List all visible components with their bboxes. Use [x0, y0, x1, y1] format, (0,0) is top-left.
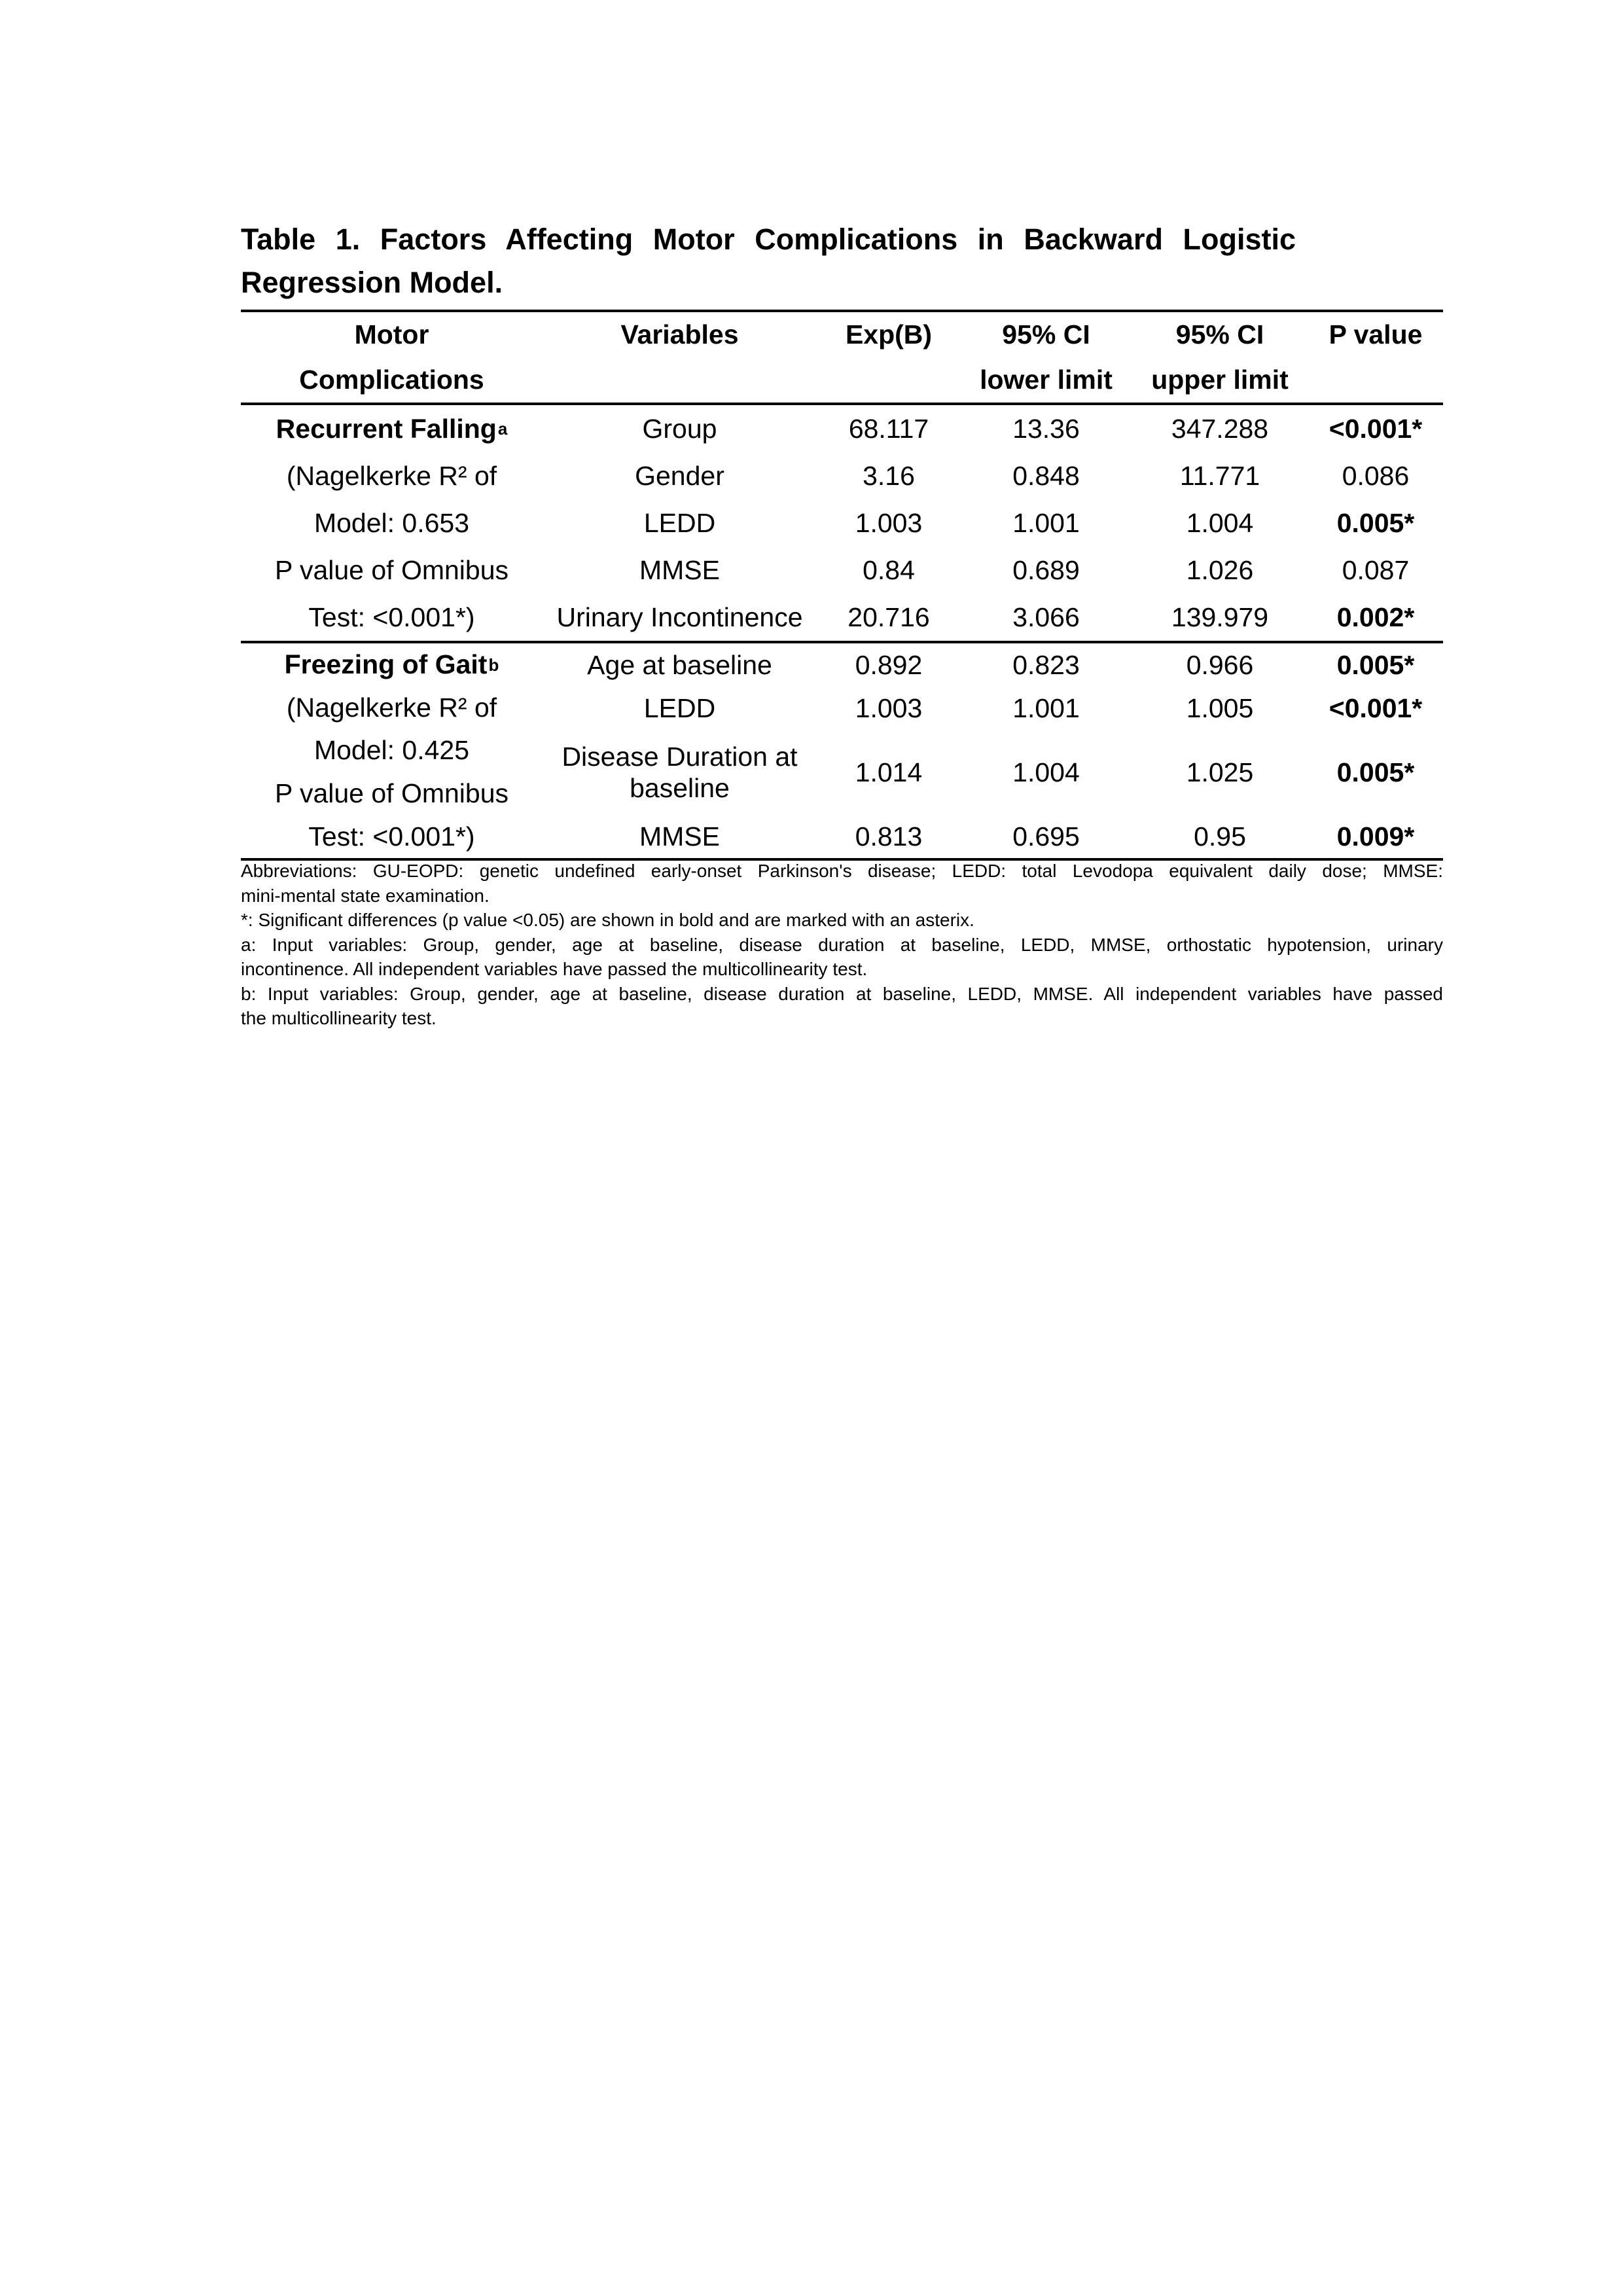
header-line: P value	[1329, 319, 1423, 350]
header-line	[817, 357, 961, 403]
ci-lower-cell: 1.004	[1012, 757, 1080, 787]
ci-upper-cell: 1.004	[1186, 508, 1254, 538]
header-motor-complications	[241, 312, 543, 403]
expb-cell: 1.014	[855, 757, 923, 787]
footnote-line: mini-mental state examination.	[241, 885, 490, 906]
table-title	[241, 218, 1296, 304]
label-line: Test: <0.001*)	[308, 601, 475, 632]
label-line: Test: <0.001*)	[308, 821, 475, 852]
ci-upper-cell: 347.288	[1171, 414, 1269, 444]
header-line	[1308, 357, 1443, 403]
ci-upper-cell: 139.979	[1171, 602, 1269, 632]
p-value-cell: <0.001*	[1329, 693, 1423, 723]
header-line: Exp(B)	[845, 319, 933, 350]
footnote-line: incontinence. All independent variables have passed the multicollinearity test.	[241, 959, 868, 979]
expb-cell: 20.716	[847, 602, 930, 632]
table-title-line-2: Regression Model.	[241, 266, 503, 299]
footnote-line: b: Input variables: Group, gender, age at baseline, disease duration at baseline, LEDD, MMSE. All independent variables have passed	[241, 983, 1443, 1004]
p-value-cell: 0.002*	[1336, 602, 1415, 632]
ci-upper-cell: 0.966	[1186, 650, 1254, 680]
expb-cell: 1.003	[855, 693, 923, 723]
footnote-line: the multicollinearity test.	[241, 1008, 437, 1028]
p-value-cell: 0.005*	[1336, 757, 1415, 787]
footnote-line: a: Input variables: Group, gender, age at baseline, disease duration at baseline, LEDD, MMSE, orthostatic hypotension, urinary	[241, 934, 1443, 955]
variable-cell: Urinary Incontinence	[556, 602, 803, 632]
label-line: P value of Omnibus	[274, 778, 509, 809]
table-title-line-1: Table 1. Factors Affecting Motor Complications in Backward Logistic	[241, 223, 1296, 256]
row-group-label	[241, 643, 543, 858]
variable-cell: LEDD	[643, 693, 716, 723]
header-p-value	[1308, 312, 1443, 403]
header-line: 95% CI	[1175, 319, 1264, 350]
ci-lower-cell: 1.001	[1012, 508, 1080, 538]
expb-cell: 68.117	[848, 414, 929, 444]
expb-cell: 0.813	[855, 821, 923, 852]
label-line: Freezing of Gait b	[284, 649, 499, 680]
block-freezing-of-gait	[241, 643, 1443, 858]
variable-cell: Disease Duration at baseline	[562, 742, 798, 803]
block-recurrent-falling	[241, 405, 1443, 641]
ci-lower-cell: 13.36	[1012, 414, 1080, 444]
header-line: 95% CI	[1002, 319, 1090, 350]
expb-cell: 1.003	[855, 508, 923, 538]
header-line: Variables	[620, 319, 739, 350]
p-value-cell: 0.087	[1342, 555, 1410, 585]
label-line: Recurrent Falling a	[276, 413, 508, 444]
header-variables	[543, 312, 817, 403]
ci-upper-cell: 1.005	[1186, 693, 1254, 723]
label-line: Model: 0.425	[313, 735, 470, 766]
expb-cell: 3.16	[863, 461, 915, 491]
variable-cell: Group	[642, 414, 717, 444]
label-line: Model: 0.653	[313, 507, 470, 538]
ci-upper-cell: 1.026	[1186, 555, 1254, 585]
p-value-cell: <0.001*	[1329, 414, 1423, 444]
p-value-cell: 0.009*	[1336, 821, 1415, 852]
header-line	[543, 357, 817, 403]
header-expb	[817, 312, 961, 403]
header-line: upper limit	[1151, 365, 1289, 395]
ci-lower-cell: 0.695	[1012, 821, 1080, 852]
row-group-label	[241, 405, 543, 641]
ci-upper-cell: 11.771	[1179, 461, 1260, 491]
header-ci-upper	[1132, 312, 1308, 403]
header-line: lower limit	[980, 365, 1113, 395]
p-value-cell: 0.005*	[1336, 650, 1415, 680]
variable-cell: Gender	[635, 461, 724, 491]
variable-cell: MMSE	[639, 821, 720, 852]
ci-lower-cell: 3.066	[1012, 602, 1080, 632]
footnote-line: *: Significant differences (p value <0.05) are shown in bold and are marked with an asterix.	[241, 910, 974, 930]
ci-lower-cell: 1.001	[1012, 693, 1080, 723]
label-line: P value of Omnibus	[274, 554, 509, 585]
label-line: (Nagelkerke R² of	[286, 460, 497, 491]
header-ci-lower	[961, 312, 1132, 403]
table-footnotes	[241, 859, 1443, 1031]
header-line: Complications	[299, 365, 484, 395]
variable-cell: LEDD	[643, 508, 716, 538]
variable-cell: MMSE	[639, 555, 720, 585]
label-line: (Nagelkerke R² of	[286, 692, 497, 723]
p-value-cell: 0.086	[1342, 461, 1410, 491]
expb-cell: 0.892	[855, 650, 923, 680]
expb-cell: 0.84	[863, 555, 915, 585]
ci-upper-cell: 1.025	[1186, 757, 1254, 787]
footnote-line: Abbreviations: GU-EOPD: genetic undefined early-onset Parkinson's disease; LEDD: total Levodopa equivalent daily dose; MMSE:	[241, 861, 1443, 881]
header-line: Motor	[354, 319, 429, 350]
p-value-cell: 0.005*	[1336, 508, 1415, 538]
ci-upper-cell: 0.95	[1194, 821, 1246, 852]
regression-table	[241, 310, 1443, 861]
variable-cell: Age at baseline	[587, 650, 772, 680]
ci-lower-cell: 0.848	[1012, 461, 1080, 491]
ci-lower-cell: 0.689	[1012, 555, 1080, 585]
ci-lower-cell: 0.823	[1012, 650, 1080, 680]
table-header-row	[241, 312, 1443, 403]
